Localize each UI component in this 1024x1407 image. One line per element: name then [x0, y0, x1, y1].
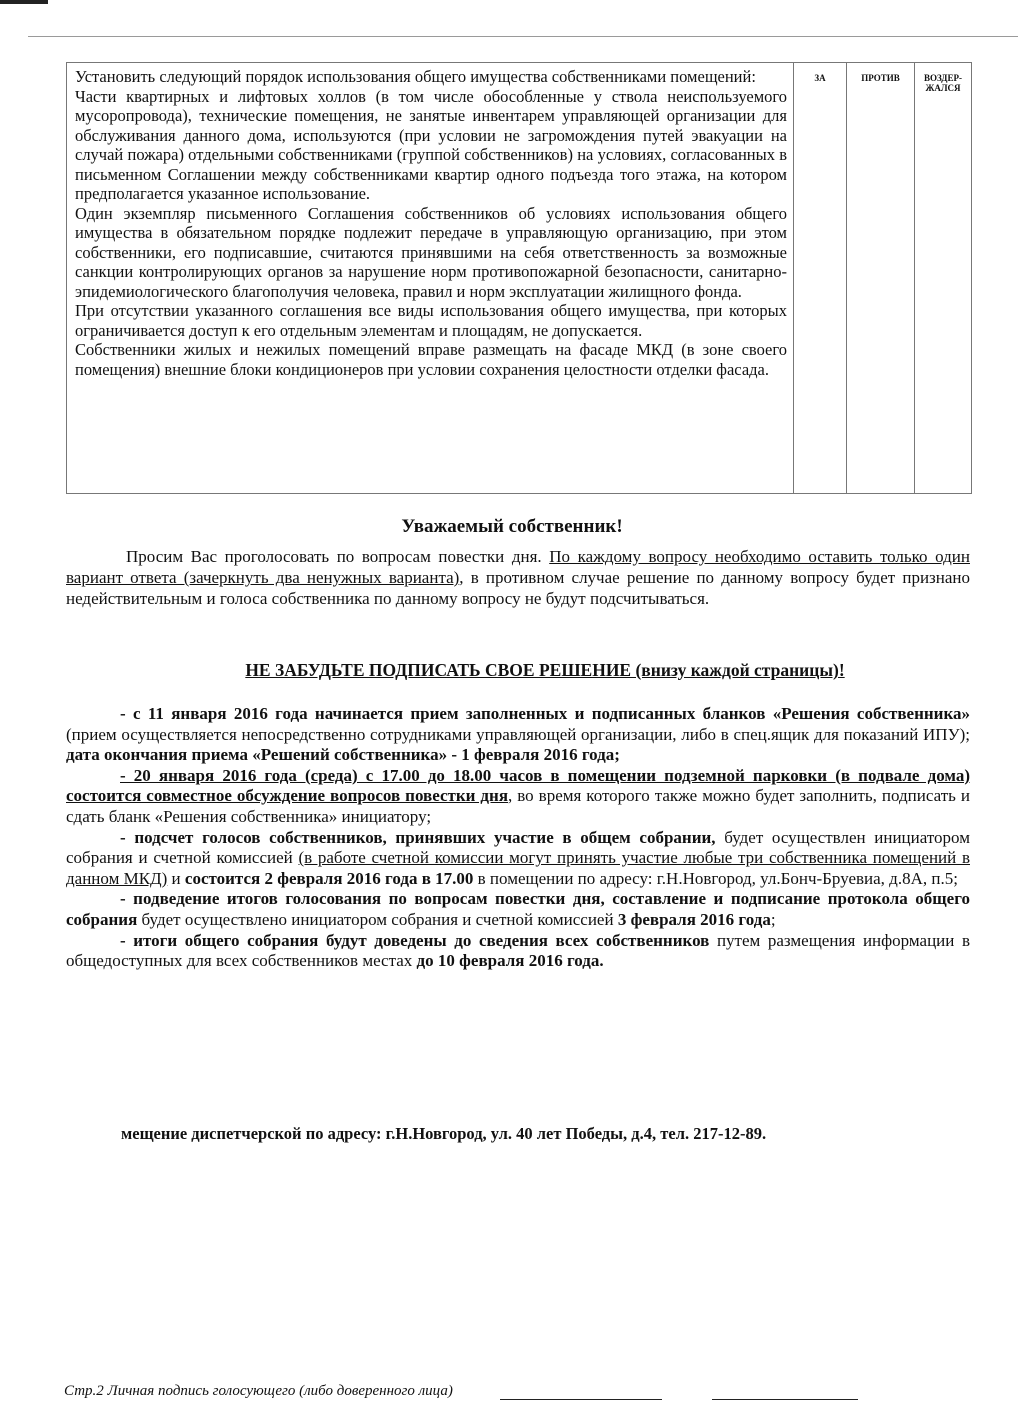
question-paragraph: Части квартирных и лифтовых холлов (в том числе обособленные у ствола неиспользуемого мусоропровода), технические помещения, не занятые инвентарем управляющей организации для обслуживания данного дома, используются (при условии не загромождения путей эвакуации на случай пожара) отдельными собственниками (группой собственников) на условиях, согласованных в письменном Соглашении между собственниками квартир одного подъезда того этажа, на котором предполагается указанное использование. — [75, 86, 787, 203]
item-text: в помещении по адресу: г.Н.Новгород, ул.Бонч-Бруевиа, д.8А, п.5; — [473, 868, 958, 888]
intro-paragraph — [66, 546, 970, 609]
item-bold: - итоги общего собрания будут доведены до сведения всех собственников — [120, 930, 710, 950]
page-title: Уважаемый собственник! — [401, 516, 623, 537]
item-text: будет осуществлен инициатором собрания и счетной комиссией — [66, 827, 970, 868]
question-paragraph: При отсутствии указанного соглашения все виды использования общего имущества, при которых ограничивается доступ к его отдельным элементам и площадям, не допускается. — [75, 301, 787, 340]
item-text: будет осуществлено инициатором собрания и счетной комиссией — [137, 909, 618, 929]
question-paragraph: Установить следующий порядок использования общего имущества собственниками помещений: — [75, 67, 756, 86]
item-text: ; — [770, 909, 776, 929]
vote-against-label: ПРОТИВ — [861, 73, 900, 83]
sign-warning: НЕ ЗАБУДЬТЕ ПОДПИСАТЬ СВОЕ РЕШЕНИЕ (внизу каждой страницы)! — [245, 660, 845, 680]
item-underlined: (в работе счетной комиссии могут принять участие любые три собственника помещений в данном МКД) — [66, 848, 970, 888]
item-bold: - подведение итогов голосования по вопросам повестки дня, составление и подписание протокола общего собрания — [66, 889, 970, 929]
vote-abstain-cell[interactable] — [915, 63, 972, 494]
intro-text: , в противном случае решение по данному вопросу будет признано недействительным и голоса собственника по данному вопросу не будут подсчитываться. — [66, 568, 970, 608]
schedule-item — [66, 766, 970, 828]
signature-caption: Стр.2 Личная подпись голосующего (либо доверенного лица) — [64, 1383, 453, 1399]
vote-abstain-label: ВОЗДЕР-ЖАЛСЯ — [924, 73, 962, 93]
question-paragraph: Собственники жилых и нежилых помещений вправе размещать на фасаде МКД (в зоне своего помещения) внешние блоки кондиционеров при условии сохранения целостности отделки фасада. — [75, 340, 787, 379]
schedule-list — [66, 704, 970, 972]
item-bold: состоится 2 февраля 2016 года в 17.00 — [184, 868, 474, 888]
item-bold: - подсчет голосов собственников, принявших участие в общем собрании, — [120, 827, 716, 847]
item-bold: дата окончания приема «Решений собственника» - 1 февраля 2016 года; — [66, 745, 620, 765]
vote-for-cell[interactable] — [794, 63, 847, 494]
top-rule — [28, 36, 1018, 37]
intro-underlined: По каждому вопросу необходимо оставить только один вариант ответа (зачеркнуть два ненужных варианта) — [66, 547, 970, 587]
question-paragraph: Один экземпляр письменного Соглашения собственников об условиях использования общего имущества в обязательном порядке подлежит передаче в управляющую организацию, при этом собственники, его подписавшие, считаются принявшими на себя ответственность за возможные санкции контролирующих органов за нарушение норм противопожарной безопасности, санитарно-эпидемиологического благополучия человека, правил и норм эксплуатации жилищного фонда. — [75, 203, 787, 301]
signature-name-line[interactable] — [712, 1399, 858, 1400]
item-text: и — [167, 868, 185, 888]
vote-table — [66, 62, 972, 494]
scan-corner-mark — [0, 0, 48, 4]
schedule-item — [66, 889, 970, 930]
vote-against-cell[interactable] — [847, 63, 915, 494]
question-text — [67, 63, 793, 379]
item-text: (прием осуществляется непосредственно сотрудниками управляющей организации, либо в спец.ящик для показаний ИПУ); — [66, 724, 970, 744]
vote-row — [67, 63, 972, 494]
item-text: путем размещения информации в общедоступных для всех собственников местах — [66, 930, 970, 971]
item-text: , во время которого также можно будет заполнить, подписать и сдать бланк «Решения собственника» инициатору; — [66, 786, 970, 826]
intro-text: Просим Вас проголосовать по вопросам повестки дня. — [126, 547, 550, 566]
question-cell — [67, 63, 794, 494]
schedule-item — [66, 828, 970, 890]
item-bold: 3 февраля 2016 года — [617, 909, 771, 929]
vote-for-label: ЗА — [814, 73, 826, 83]
signature-line[interactable] — [500, 1399, 662, 1400]
dispatcher-address: мещение диспетчерской по адресу: г.Н.Новгород, ул. 40 лет Победы, д.4, тел. 217-12-89. — [121, 1124, 767, 1143]
schedule-item — [66, 931, 970, 972]
schedule-item — [66, 704, 970, 766]
item-bold: - с 11 января 2016 года начинается прием заполненных и подписанных бланков «Решения собственника» — [120, 704, 970, 723]
item-bold: до 10 февраля 2016 года. — [416, 951, 604, 971]
item-bold-underlined: - 20 января 2016 года (среда) с 17.00 до 18.00 часов в помещении подземной парковки (в подвале дома) состоится совместное обсуждение вопросов повестки дня — [66, 765, 970, 806]
